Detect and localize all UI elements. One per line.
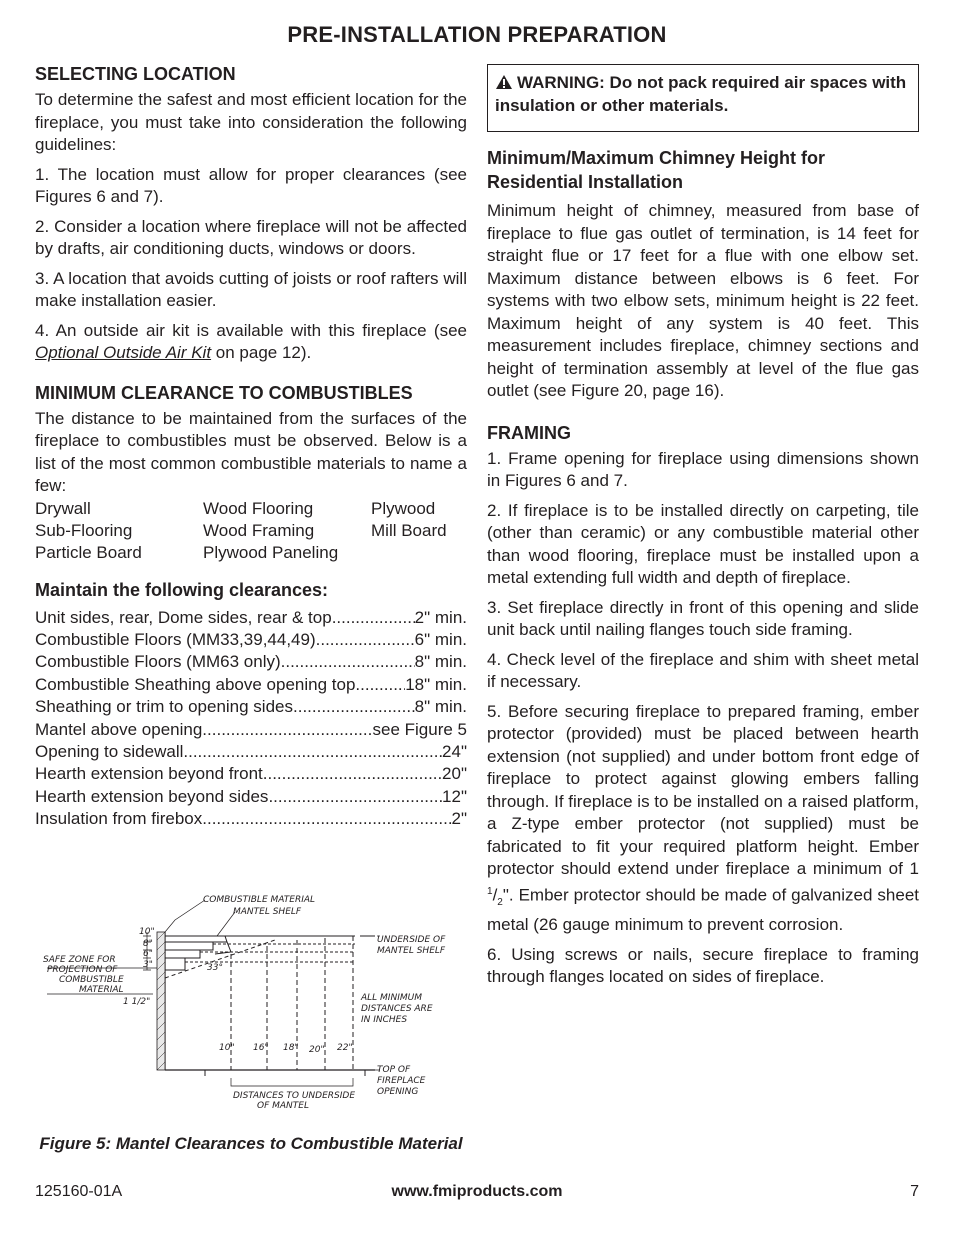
mantel-clearance-figure <box>35 880 467 1120</box>
label-mantel-shelf: MANTEL SHELF <box>233 907 302 917</box>
warning-box <box>487 64 919 132</box>
clearance-value: 20" <box>442 764 467 784</box>
label-safe-zone-1: SAFE ZONE FOR <box>43 955 116 965</box>
clearance-value: 12" <box>442 786 467 806</box>
fraction-slash: / <box>492 885 498 905</box>
material-item: Sub-Flooring <box>35 520 133 540</box>
clearance-row <box>35 696 467 718</box>
page-title: PRE-INSTALLATION PREPARATION <box>287 22 667 47</box>
fraction-numerator: 1 <box>487 885 493 897</box>
label-safe-zone-2: PROJECTION OF <box>47 965 118 975</box>
clearance-row <box>35 808 467 830</box>
dim-6: 6" <box>143 949 153 959</box>
materials-list <box>35 498 467 564</box>
label-top-1: TOP OF <box>377 1065 411 1075</box>
dim-3: 3" <box>143 960 153 970</box>
material-item <box>371 542 467 564</box>
clearance-label: Combustible Floors (MM63 only) <box>35 652 281 672</box>
dim-10: 10" <box>139 927 155 937</box>
mantel-diagram <box>35 880 467 1120</box>
label-all-min-2: DISTANCES ARE <box>361 1004 433 1014</box>
chimney-height-body: Minimum height of chimney, measured from base of fireplace to flue gas outlet of termination, is 14 feet for straight flue or 17 feet for a flue with one elbow set. Maximum distance between elbows is 6 feet. For systems with two elbow sets, minimum height is 22 feet. Maximum height of any system is 40 feet. This measurement includes fireplace, chimney sections and height of termination assembly at level of the flue gas outlet (see Figure 20, page 16). <box>487 201 919 400</box>
dim-1-1-2: 1 1/2" <box>123 997 151 1007</box>
dim-h16: 16" <box>253 1043 269 1053</box>
figure-caption: Figure 5: Mantel Clearances to Combustible Material <box>39 1134 463 1153</box>
page-number: 7 <box>910 1183 919 1200</box>
material-item: Particle Board <box>35 542 142 562</box>
dim-h20: 20" <box>309 1045 325 1055</box>
selecting-item-3: 3. A location that avoids cutting of joists or roof rafters will make installation easier. <box>35 268 467 310</box>
clearance-label: Combustible Floors (MM33,39,44,49) <box>35 629 316 649</box>
clearance-row <box>35 607 467 629</box>
clearance-row <box>35 719 467 741</box>
label-underside-2: MANTEL SHELF <box>377 946 446 956</box>
selecting-item-4 <box>35 320 467 365</box>
clearance-row <box>35 786 467 808</box>
label-distances-1: DISTANCES TO UNDERSIDE <box>233 1091 356 1101</box>
clearance-label: Hearth extension beyond sides <box>35 786 269 806</box>
label-safe-zone-4: MATERIAL <box>79 985 124 995</box>
dim-8: 8" <box>143 939 153 949</box>
label-distances-2: OF MANTEL <box>257 1101 309 1111</box>
material-item: Mill Board <box>371 520 447 540</box>
right-column <box>487 64 919 996</box>
dim-h22: 22" <box>337 1043 353 1053</box>
item5-text-b: ". Ember protector should be made of galvanized sheet metal (26 gauge minimum to prevent corrosion. <box>487 885 919 935</box>
left-column <box>35 64 467 831</box>
clearance-value: 24" <box>442 741 467 761</box>
material-item: Wood Framing <box>203 520 315 540</box>
chimney-height-heading: Minimum/Maximum Chimney Height for Residential Installation <box>487 148 826 192</box>
label-safe-zone-3: COMBUSTIBLE <box>59 975 124 985</box>
clearance-row <box>35 741 467 763</box>
material-item: Wood Flooring <box>203 498 314 518</box>
minimum-intro: The distance to be maintained from the surfaces of the fireplace to combustibles must be observed. Below is a list of the most common combustible materials to name a few: <box>35 408 467 495</box>
label-all-min-3: IN INCHES <box>361 1015 408 1025</box>
clearance-value: 6" min. <box>414 629 467 649</box>
clearance-label: Sheathing or trim to opening sides <box>35 697 293 717</box>
label-underside-1: UNDERSIDE OF <box>377 935 446 945</box>
clearance-label: Hearth extension beyond front <box>35 764 263 784</box>
dim-h18: 18" <box>283 1043 299 1053</box>
label-top-2: FIREPLACE <box>377 1076 426 1086</box>
clearance-value: 8" min. <box>414 652 467 672</box>
website-link[interactable]: www.fmiproducts.com <box>391 1183 563 1200</box>
clearance-row <box>35 651 467 673</box>
framing-item-2: 2. If fireplace is to be installed directly on carpeting, tile (other than ceramic) or any combustible material other than wood flooring, fireplace must be installed upon a metal extending full width and depth of fireplace. <box>487 500 919 587</box>
clearance-value: 8" min. <box>414 697 467 717</box>
material-item: Plywood Paneling <box>203 542 339 562</box>
maintain-clearances-heading: Maintain the following clearances: <box>35 579 329 600</box>
selecting-location-heading: SELECTING LOCATION <box>35 64 236 84</box>
framing-item-1: 1. Frame opening for fireplace using dimensions shown in Figures 6 and 7. <box>487 448 919 490</box>
material-item: Plywood <box>371 498 436 518</box>
outside-air-kit-link[interactable]: Optional Outside Air Kit <box>35 343 212 362</box>
label-all-min-1: ALL MINIMUM <box>361 993 422 1003</box>
clearance-value: 18" min. <box>405 674 467 694</box>
warning-icon <box>495 74 513 90</box>
material-item: Drywall <box>35 498 91 518</box>
clearance-row <box>35 674 467 696</box>
clearances-list <box>35 607 467 831</box>
selecting-intro: To determine the safest and most efficient location for the fireplace, you must take into consideration the following guidelines: <box>35 90 467 154</box>
item4-text-a: 4. An outside air kit is available with this fireplace (see <box>35 320 467 340</box>
clearance-label: Mantel above opening <box>35 719 203 739</box>
label-combustible-material: COMBUSTIBLE MATERIAL <box>203 895 316 905</box>
clearance-label: Combustible Sheathing above opening top <box>35 674 356 694</box>
clearance-value: 2" <box>451 809 467 829</box>
framing-item-3: 3. Set fireplace directly in front of this opening and slide unit back until nailing flanges touch side framing. <box>487 597 919 639</box>
clearance-label: Unit sides, rear, Dome sides, rear & top <box>35 607 332 627</box>
clearance-value: 2" min. <box>414 607 467 627</box>
clearance-label: Opening to sidewall <box>35 741 184 761</box>
label-top-3: OPENING <box>377 1087 419 1097</box>
framing-item-6: 6. Using screws or nails, secure fireplace to framing through flanges located on sides of fireplace. <box>487 944 919 987</box>
framing-item-5 <box>487 701 919 937</box>
clearance-row <box>35 763 467 785</box>
doc-number: 125160-01A <box>35 1183 123 1200</box>
dim-33-deg: 33° <box>207 963 223 973</box>
selecting-item-1: 1. The location must allow for proper clearances (see Figures 6 and 7). <box>35 164 467 206</box>
selecting-item-2: 2. Consider a location where fireplace will not be affected by drafts, air conditioning ducts, windows or doors. <box>35 216 467 258</box>
fraction-denominator: 2 <box>497 896 503 908</box>
framing-item-4: 4. Check level of the fireplace and shim with sheet metal if necessary. <box>487 649 919 691</box>
item5-text-a: 5. Before securing fireplace to prepared framing, ember protector (provided) must be placed between hearth extension (not supplied) and under bottom front edge of fireplace to protect against glowing embers falling through. If fireplace is to be installed on a raised platform, a Z-type ember protector (not supplied) must be fabricated to fit your required platform height. Ember protector should extend under fireplace a minimum of 1 <box>487 701 919 878</box>
warning-text: WARNING: Do not pack required air spaces with insulation or other materials. <box>495 73 907 115</box>
clearance-row <box>35 629 467 651</box>
clearance-label: Insulation from firebox <box>35 809 203 829</box>
minimum-clearance-heading: MINIMUM CLEARANCE TO COMBUSTIBLES <box>35 382 413 403</box>
dim-h10: 10" <box>219 1043 235 1053</box>
item4-text-b: on page 12). <box>211 343 312 362</box>
framing-heading: FRAMING <box>487 422 571 443</box>
clearance-value: see Figure 5 <box>372 719 467 739</box>
